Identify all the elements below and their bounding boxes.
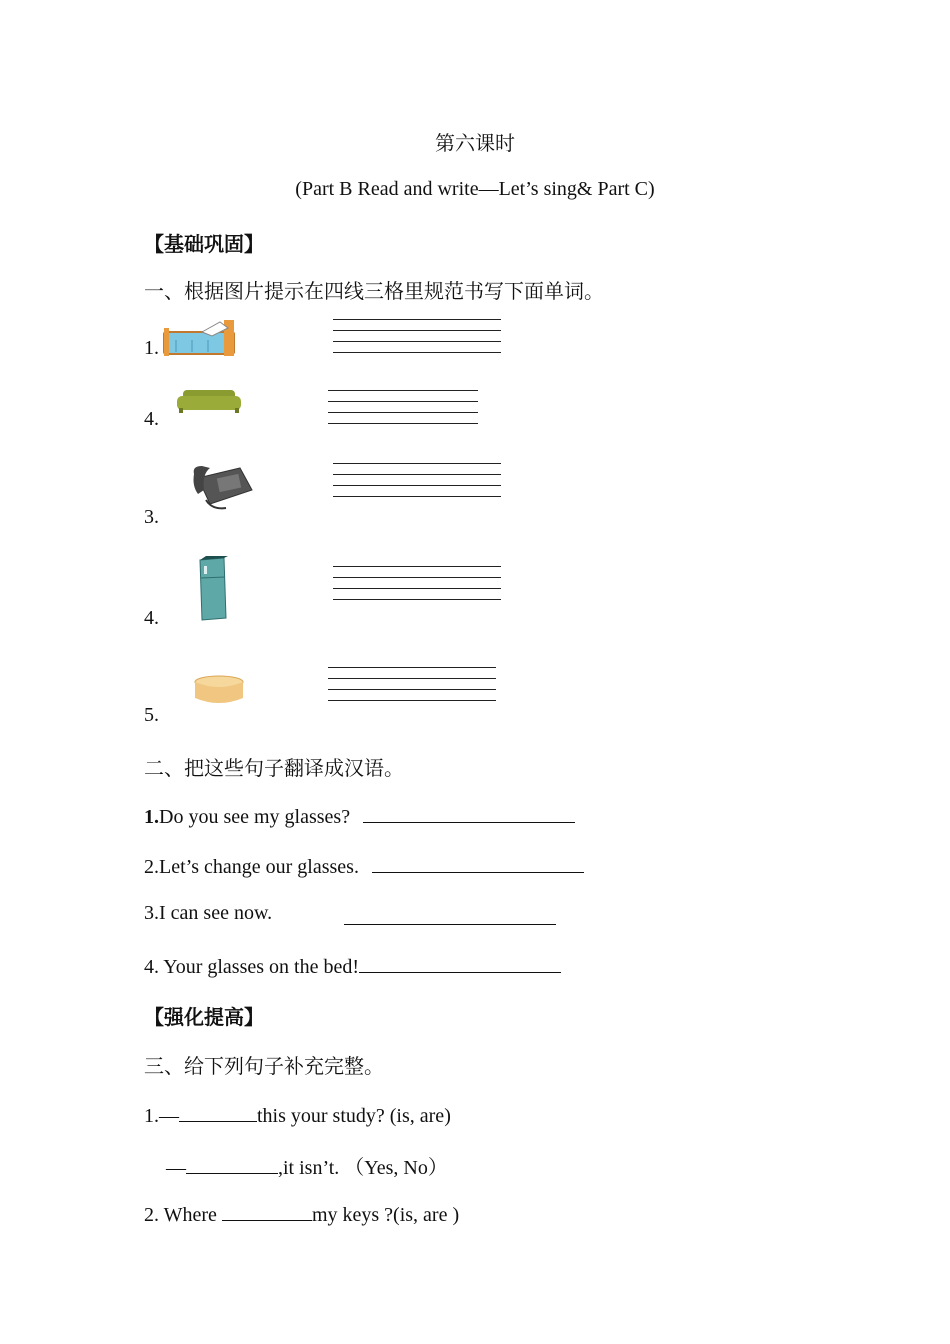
telephone-icon [190, 460, 256, 512]
part1-instruction: 一、根据图片提示在四线三格里规范书写下面单词。 [144, 281, 604, 303]
writing-lines-1[interactable] [333, 319, 501, 353]
section-basic: 【基础巩固】 [144, 234, 264, 256]
q3-1b-suffix: ,it isn’t. （Yes, No） [278, 1157, 448, 1179]
writing-lines-3[interactable] [333, 463, 501, 497]
writing-lines-2[interactable] [328, 390, 478, 424]
answer-blank-4[interactable] [359, 952, 561, 973]
part2-instruction: 二、把这些句子翻译成汉语。 [144, 758, 404, 780]
part2-question-2 [144, 852, 584, 879]
q1-number: 1. [144, 806, 159, 828]
part3-question-2 [144, 1200, 459, 1227]
part3-instruction: 三、给下列句子补充完整。 [144, 1056, 384, 1078]
section-advanced: 【强化提高】 [144, 1007, 264, 1029]
part2-question-1 [144, 802, 575, 829]
sofa-icon [175, 388, 243, 414]
writing-lines-5[interactable] [328, 667, 496, 701]
answer-blank-2[interactable] [372, 852, 584, 873]
q1-text: Do you see my glasses? [159, 806, 351, 828]
part3-question-1 [144, 1101, 451, 1128]
writing-lines-4[interactable] [333, 566, 501, 600]
item-number-4: 4. [144, 607, 159, 629]
q3-1-suffix: this your study? (is, are) [257, 1105, 451, 1127]
item-number-1: 1. [144, 337, 159, 359]
fridge-icon [196, 556, 230, 622]
item-number-5: 5. [144, 704, 159, 726]
q3-2-suffix: my keys ?(is, are ) [311, 1204, 460, 1226]
page-subtitle: (Part B Read and write—Let’s sing& Part C) [295, 178, 655, 200]
answer-blank-3[interactable] [344, 902, 556, 925]
table-icon [192, 674, 246, 708]
fill-blank-1[interactable] [179, 1101, 257, 1122]
fill-blank-2[interactable] [186, 1153, 278, 1174]
page-title: 第六课时 [435, 133, 515, 155]
q2-text: 2.Let’s change our glasses. [144, 856, 359, 878]
item-number-2: 4. [144, 408, 159, 430]
q3-2-prefix: 2. Where [144, 1204, 222, 1226]
item-number-3: 3. [144, 506, 159, 528]
part3-question-1b [166, 1151, 448, 1180]
q4-text: 4. Your glasses on the bed! [144, 956, 359, 978]
part2-question-4 [144, 952, 561, 979]
fill-blank-3[interactable] [222, 1200, 312, 1221]
answer-blank-1[interactable] [363, 802, 575, 823]
bed-icon [162, 318, 238, 358]
part2-question-3: 3.I can see now. [144, 902, 273, 924]
q3-1b-prefix: — [166, 1157, 186, 1179]
q3-1-prefix: 1.— [144, 1105, 179, 1127]
